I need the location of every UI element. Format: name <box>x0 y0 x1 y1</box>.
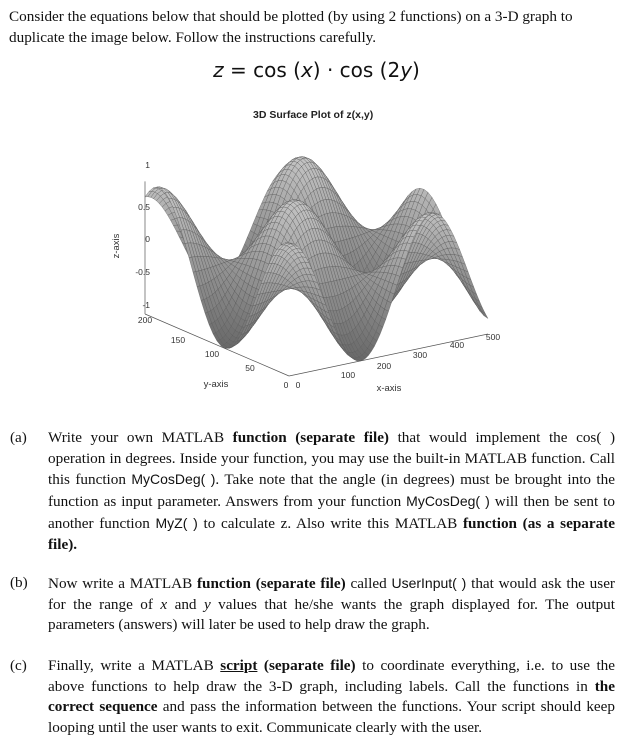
y-tick-100: 100 <box>204 349 220 359</box>
plot-title: 3D Surface Plot of z(x,y) <box>253 109 374 121</box>
question-c <box>10 656 615 739</box>
z-tick-neg1: -1 <box>142 300 150 310</box>
x-tick-200: 200 <box>376 361 392 371</box>
surface-mesh <box>145 157 488 361</box>
x-tick-400: 400 <box>449 340 465 350</box>
z-tick-neg0.5: -0.5 <box>135 267 150 277</box>
y-tick-150: 150 <box>170 335 186 345</box>
z-tick-0: 0 <box>145 234 150 244</box>
x-axis-label: x-axis <box>376 383 402 394</box>
z-tick-1: 1 <box>145 160 150 170</box>
equation: z = cos (x) · cos (2y) <box>213 58 420 82</box>
x-tick-100: 100 <box>340 370 356 380</box>
question-b-label: (b) <box>10 574 28 591</box>
question-a-label: (a) <box>10 429 27 446</box>
x-tick-0: 0 <box>295 380 301 390</box>
intro-text: Consider the equations below that should be plotted (by using 2 functions) on a 3-D graph to duplicate the image below. Follow the instructions carefully. <box>9 8 573 46</box>
question-a-text: Write your own MATLAB function (separate file) that would implement the cos( ) operation in degrees. Inside your function, you may use the built-in MATLAB function. Call this function MyCosDeg( ). Take note that the angle (in degrees) must be brought into the function as input parameter. Answers from your function MyCosDeg( ) will then be sent to another function MyZ( ) to calculate z. Also write this MATLAB function (as a separate file). <box>48 429 616 553</box>
question-c-label: (c) <box>10 657 27 674</box>
z-axis-label: z-axis <box>111 233 122 259</box>
z-tick-0.5: 0.5 <box>138 202 150 212</box>
y-tick-200: 200 <box>137 315 153 325</box>
y-tick-0: 0 <box>283 380 289 390</box>
x-tick-300: 300 <box>412 350 428 360</box>
question-a <box>10 428 615 555</box>
question-b-text: Now write a MATLAB function (separate file) called UserInput( ) that would ask the user for the range of x and y values that he/she wants the graph displayed for. The output parameters (answers) will later be used to help draw the graph. <box>48 575 615 634</box>
question-c-text: Finally, write a MATLAB script (separate file) to coordinate everything, i.e. to use the above functions to help draw the 3-D graph, including labels. Call the functions in the correct sequence and pass the information between the functions. Your script should keep looping until the user wants to exit. Communicate clearly with the user. <box>48 657 616 737</box>
y-tick-50: 50 <box>245 363 255 373</box>
x-tick-500: 500 <box>485 332 501 342</box>
question-b <box>10 573 615 636</box>
y-axis-label: y-axis <box>203 379 229 390</box>
